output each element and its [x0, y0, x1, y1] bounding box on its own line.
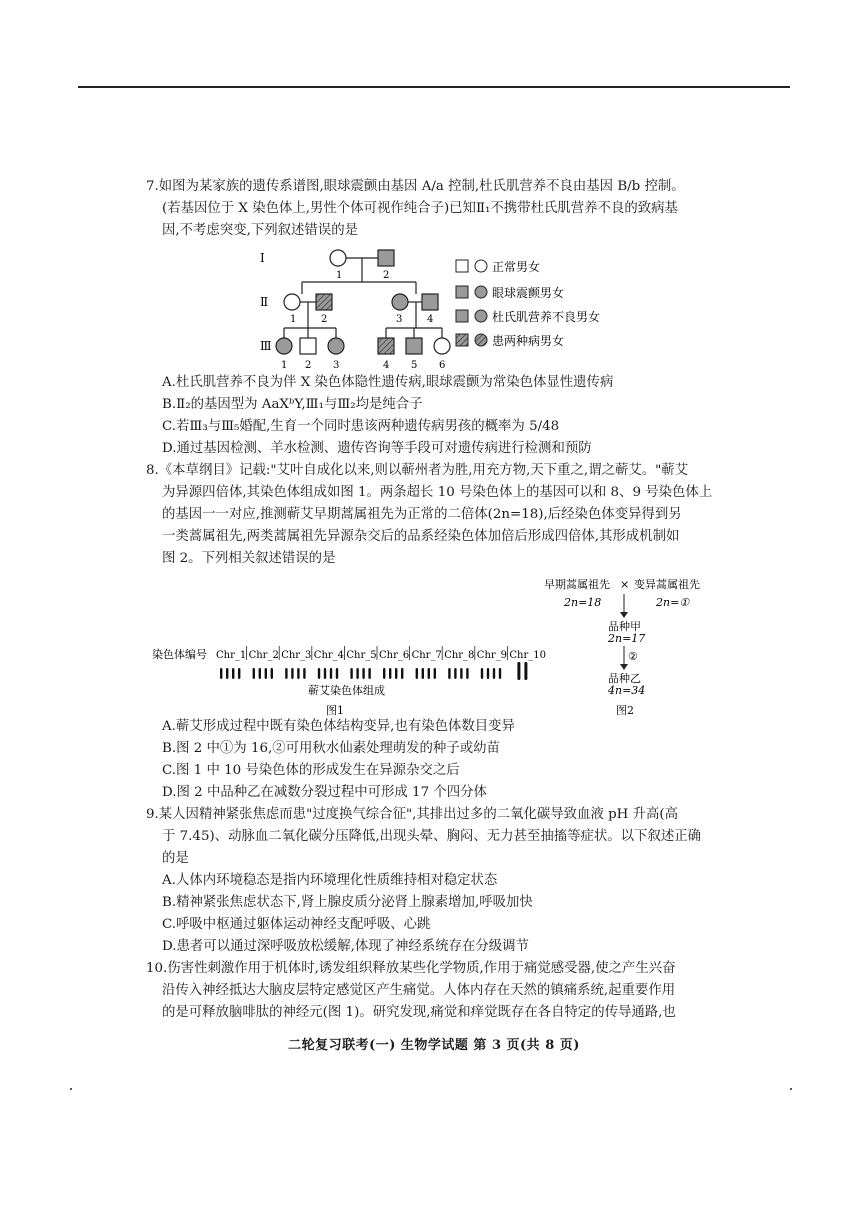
q8-stem-line-1: 8.《本草纲目》记载:"艾叶自成化以来,则以蕲州者为胜,用充方物,天下重之,谓之蕲艾。"蕲艾 — [146, 463, 689, 478]
chromosome-mark — [487, 668, 489, 679]
svg-text:患两种病男女: 患两种病男女 — [492, 334, 565, 348]
chromosome-mark — [383, 668, 385, 679]
pedigree-II2 — [316, 294, 332, 310]
svg-text:5: 5 — [411, 360, 418, 371]
pedigree-II3 — [392, 294, 408, 310]
fig2-p1-count: 2n=18 — [564, 596, 602, 609]
figure-2-mechanism — [540, 572, 740, 720]
chromosome-label: Chr_1 — [216, 650, 247, 661]
chromosome-mark — [499, 668, 501, 679]
fig2-product-count: 4n=34 — [608, 684, 646, 697]
fig1-subtitle: 蕲艾染色体组成 — [308, 684, 385, 697]
svg-text:4: 4 — [383, 360, 390, 371]
chromosome-mark — [265, 668, 267, 679]
q8-stem-line-3: 的基因一一对应,推测蕲艾早期蒿属祖先为正常的二倍体(2n=18),后经染色体变异得到另 — [162, 507, 682, 522]
svg-text:3: 3 — [396, 314, 403, 325]
pedigree-III2 — [300, 338, 316, 354]
svg-text:2: 2 — [305, 360, 312, 371]
q9-option-c: C.呼吸中枢通过躯体运动神经支配呼吸、心跳 — [162, 917, 431, 932]
chromosome-mark — [220, 668, 222, 679]
chromosome-mark — [226, 668, 228, 679]
fig2-product: 品种乙 — [608, 672, 641, 685]
q10-stem-line-1: 10.伤害性刺激作用于机体时,诱发组织释放某些化学物质,作用于痛觉感受器,使之产生兴奋 — [146, 961, 676, 976]
q7-option-a: A.杜氏肌营养不良为伴 X 染色体隐性遗传病,眼球震颤为常染色体显性遗传病 — [162, 375, 614, 390]
chromosome-mark — [481, 668, 483, 679]
chromosome-mark — [517, 662, 520, 680]
svg-text:杜氏肌营养不良男女: 杜氏肌营养不良男女 — [492, 310, 601, 324]
q9-option-b: B.精神紧张焦虑状态下,肾上腺皮质分泌肾上腺素增加,呼吸加快 — [162, 895, 533, 910]
q8-option-d: D.图 2 中品种乙在减数分裂过程中可形成 17 个四分体 — [162, 785, 487, 800]
q7-stem-line-3: 因,不考虑突变,下列叙述错误的是 — [162, 223, 358, 238]
chromosome-mark — [232, 668, 234, 679]
chromosome-mark — [422, 668, 424, 679]
fig2-parent2: 变异蒿属祖先 — [634, 578, 700, 591]
chromosome-mark — [524, 662, 527, 680]
q8-stem-line-4: 一类蒿属祖先,两类蒿属祖先异源杂交后的品系经染色体加倍后形成四倍体,其形成机制如 — [162, 529, 680, 544]
fig1-row-label: 染色体编号 — [152, 648, 207, 661]
q9-stem-line-2: 于 7.45)、动脉血二氧化碳分压降低,出现头晕、胸闷、无力甚至抽搐等症状。以下叙述正确 — [162, 829, 702, 844]
svg-text:2: 2 — [321, 314, 328, 325]
chromosome-mark — [297, 668, 299, 679]
chromosome-mark — [416, 668, 418, 679]
pedigree-III6 — [434, 338, 450, 354]
chromosome-mark — [493, 668, 495, 679]
chromosome-label: Chr_6 — [379, 650, 410, 661]
pedigree-III1 — [276, 338, 292, 354]
chromosome-mark — [395, 668, 397, 679]
q7-option-c: C.若Ⅲ₃与Ⅲ₅婚配,生育一个同时患该两种遗传病男孩的概率为 5/48 — [162, 419, 560, 434]
svg-text:1: 1 — [336, 270, 343, 281]
q8-option-c: C.图 1 中 10 号染色体的形成发生在异源杂交之后 — [162, 763, 460, 778]
pedigree-III4 — [378, 338, 394, 354]
figure-1-chromosomes — [150, 640, 547, 720]
pedigree-III3 — [328, 338, 344, 354]
svg-text:3: 3 — [333, 360, 340, 371]
chromosome-label: Chr_3 — [281, 650, 312, 661]
q9-stem-line-3: 的是 — [162, 851, 189, 866]
gen-label-I: Ⅰ — [260, 251, 265, 265]
q8-stem-line-5: 图 2。下列相关叙述错误的是 — [162, 551, 336, 566]
scan-dot — [790, 1088, 792, 1090]
chromosome-mark — [350, 668, 352, 679]
chromosome-mark — [318, 668, 320, 679]
chromosome-label: Chr_7 — [411, 650, 442, 661]
pedigree-legend — [456, 259, 600, 348]
svg-text:4: 4 — [427, 314, 434, 325]
header-rule — [78, 86, 790, 88]
chromosome-mark — [336, 668, 338, 679]
q10-stem-line-3: 的是可释放脑啡肽的神经元(图 1)。研究发现,痛觉和痒觉既存在各自特定的传导通路,也 — [162, 1005, 676, 1020]
fig2-caption: 图2 — [616, 704, 634, 717]
chromosome-mark — [368, 668, 370, 679]
chromosome-label: Chr_4 — [313, 650, 345, 661]
chromosome-mark — [303, 668, 305, 679]
fig2-p2-count: 2n=① — [656, 596, 690, 609]
chromosome-mark — [285, 668, 287, 679]
q9-stem-line-1: 9.某人因精神紧张焦虑而患"过度换气综合征",其排出过多的二氧化碳导致血液 pH 升高(高 — [146, 807, 679, 822]
chromosome-label: Chr_2 — [248, 650, 279, 661]
svg-text:1: 1 — [281, 360, 288, 371]
chromosome-mark — [434, 668, 436, 679]
chromosome-mark — [238, 668, 240, 679]
q9-option-a: A.人体内环境稳态是指内环境理化性质维持相对稳定状态 — [162, 873, 498, 888]
pedigree-I2 — [378, 250, 394, 266]
gen-label-III: Ⅲ — [260, 339, 272, 353]
pedigree-figure — [250, 244, 610, 380]
chromosome-mark — [389, 668, 391, 679]
pedigree-III5 — [406, 338, 422, 354]
chromosome-label: Chr_5 — [346, 650, 377, 661]
chromosome-mark — [428, 668, 430, 679]
fig2-hybrid: 品种甲 — [608, 620, 641, 633]
fig1-caption: 图1 — [326, 704, 344, 717]
chromosome-mark — [259, 668, 261, 679]
q7-stem-line-1: 7.如图为某家族的遗传系谱图,眼球震颤由基因 A/a 控制,杜氏肌营养不良由基因 B/b 控制。 — [146, 179, 685, 194]
svg-text:6: 6 — [439, 360, 446, 371]
chromosome-mark — [271, 668, 273, 679]
page-footer: 二轮复习联考(一) 生物学试题 第 3 页(共 8 页) — [288, 1038, 580, 1053]
chromosome-mark — [454, 668, 456, 679]
chromosome-mark — [330, 668, 332, 679]
chromosome-mark — [448, 668, 450, 679]
q7-stem-line-2: (若基因位于 X 染色体上,男性个体可视作纯合子)已知Ⅱ₁不携带杜氏肌营养不良的致病基 — [162, 201, 678, 216]
chromosome-label: Chr_10 — [509, 650, 547, 661]
q10-stem-line-2: 沿传入神经抵达大脑皮层特定感觉区产生痛觉。人体内存在天然的镇痛系统,起重要作用 — [162, 983, 676, 998]
chromosome-mark — [466, 668, 468, 679]
fig2-hybrid-count: 2n=17 — [608, 632, 646, 645]
chromosome-mark — [362, 668, 364, 679]
chromosome-label: Chr_8 — [444, 650, 475, 661]
chromosome-mark — [253, 668, 255, 679]
q8-option-b: B.图 2 中①为 16,②可用秋水仙素处理萌发的种子或幼苗 — [162, 741, 500, 756]
fig2-cross: × — [620, 578, 630, 591]
svg-text:眼球震颤男女: 眼球震颤男女 — [492, 286, 565, 300]
chromosome-mark — [401, 668, 403, 679]
svg-text:1: 1 — [290, 314, 297, 325]
chromosome-label: Chr_9 — [476, 650, 508, 661]
svg-text:2: 2 — [383, 270, 390, 281]
svg-text:正常男女: 正常男女 — [492, 260, 541, 274]
fig2-step: ② — [628, 650, 638, 663]
chromosome-mark — [324, 668, 326, 679]
q8-stem-line-2: 为异源四倍体,其染色体组成如图 1。两条超长 10 号染色体上的基因可以和 8、9 号染色体上 — [162, 485, 713, 500]
scan-dot — [70, 1088, 72, 1090]
chromosome-mark — [291, 668, 293, 679]
q9-option-d: D.患者可以通过深呼吸放松缓解,体现了神经系统存在分级调节 — [162, 939, 529, 954]
fig2-parent1: 早期蒿属祖先 — [544, 578, 610, 591]
gen-label-II: Ⅱ — [260, 295, 269, 309]
q8-option-a: A.蕲艾形成过程中既有染色体结构变异,也有染色体数目变异 — [162, 719, 515, 734]
chromosome-mark — [460, 668, 462, 679]
pedigree-I1 — [330, 250, 346, 266]
q7-option-d: D.通过基因检测、羊水检测、遗传咨询等手段可对遗传病进行检测和预防 — [162, 441, 592, 456]
pedigree-II1 — [284, 294, 300, 310]
chromosome-mark — [356, 668, 358, 679]
q7-option-b: B.Ⅱ₂的基因型为 AaXᵇY,Ⅲ₁与Ⅲ₂均是纯合子 — [162, 397, 423, 412]
pedigree-II4 — [422, 294, 438, 310]
